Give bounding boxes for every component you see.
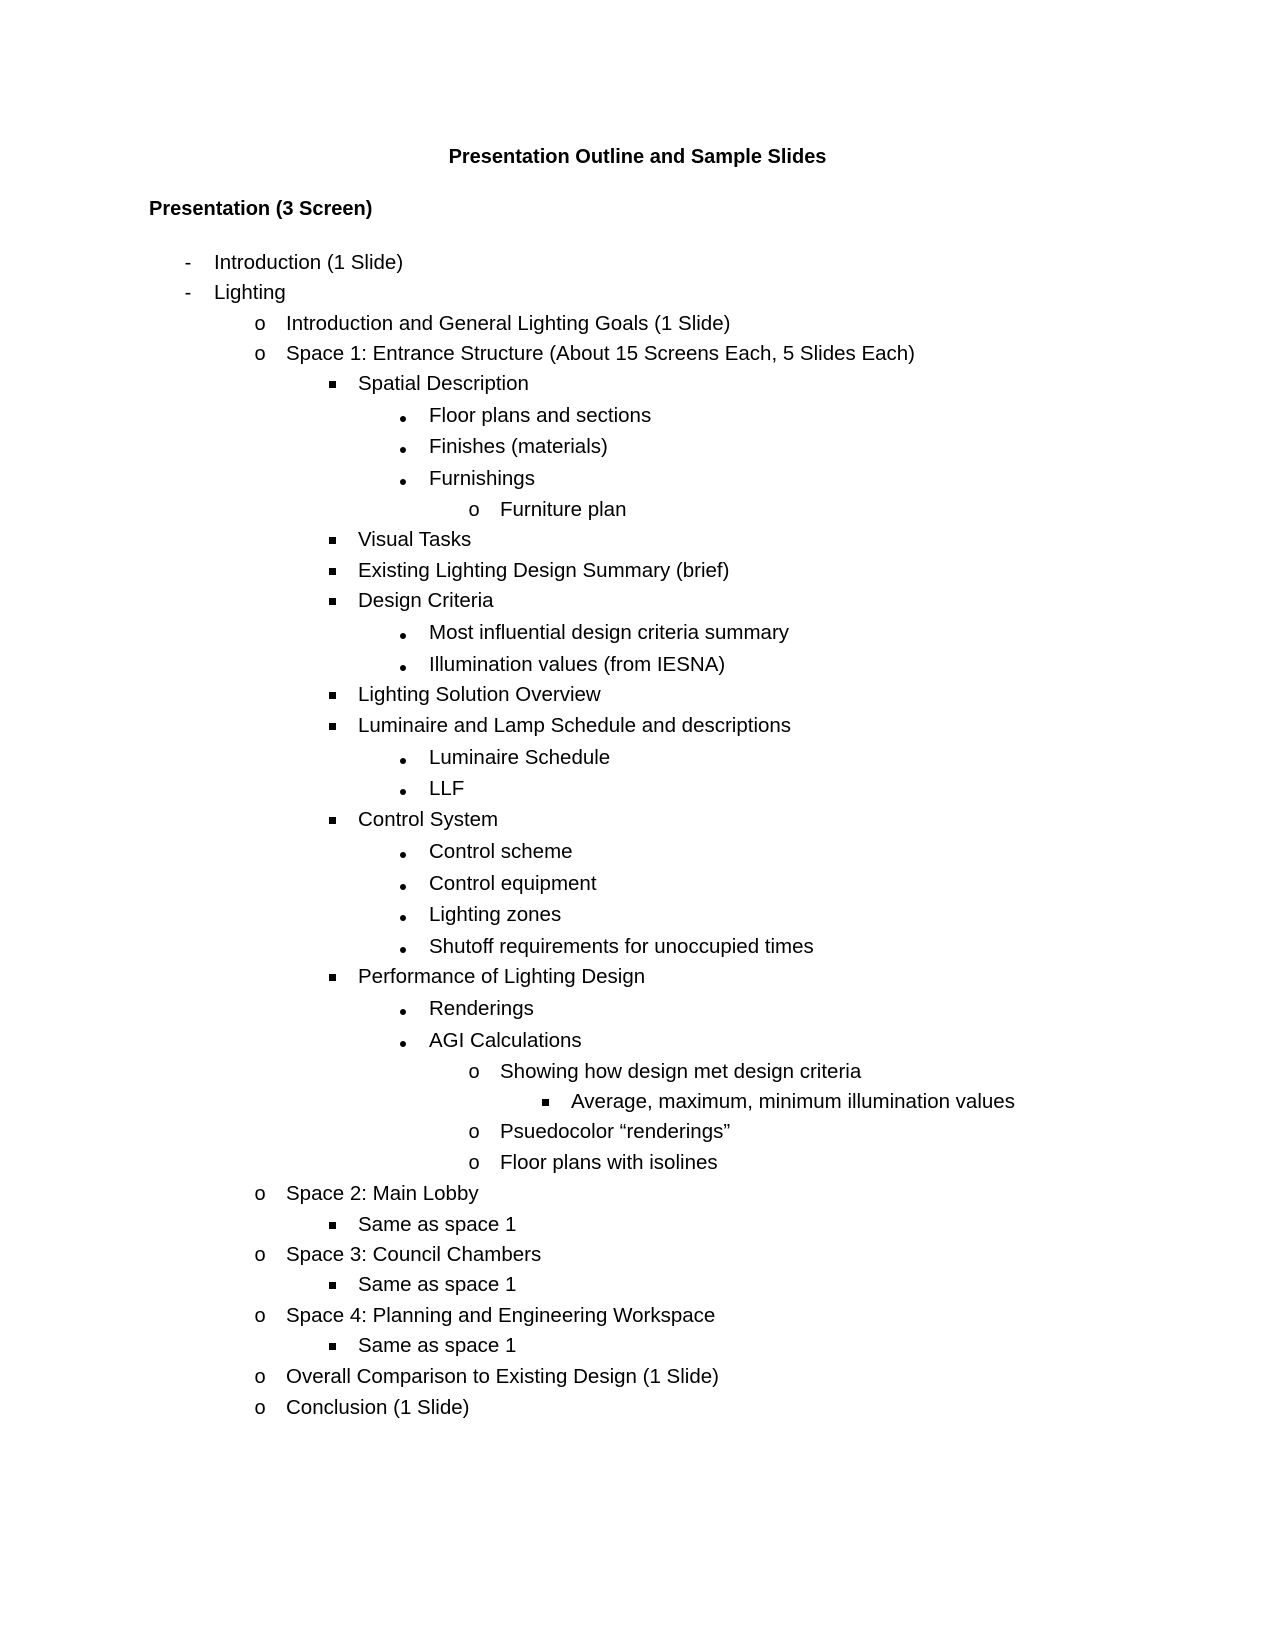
outline-item-text: Luminaire Schedule <box>429 746 611 769</box>
square-bullet-icon <box>322 964 342 991</box>
hollow-circle-bullet-icon: o <box>254 1366 266 1388</box>
outline-item-text: Lighting zones <box>429 903 562 926</box>
hollow-circle-bullet-icon: o <box>254 1244 266 1266</box>
outline-item-text: Renderings <box>429 997 534 1020</box>
square-bullet-icon <box>322 371 342 398</box>
dash-bullet-icon: - <box>184 252 192 274</box>
outline-item-text: Same as space 1 <box>358 1273 517 1296</box>
square-bullet-icon <box>322 1212 342 1239</box>
outline-item-text: Same as space 1 <box>358 1334 517 1357</box>
outline-item-text: Shutoff requirements for unoccupied times <box>429 935 814 958</box>
round-bullet-icon <box>393 1028 413 1054</box>
outline-item-text: Furnishings <box>429 467 535 490</box>
outline-item-text: AGI Calculations <box>429 1029 582 1052</box>
square-bullet-icon <box>322 1272 342 1299</box>
outline-item-text: Control System <box>358 808 499 831</box>
outline-item-text: Furniture plan <box>500 498 627 521</box>
hollow-circle-bullet-icon: o <box>468 1121 480 1143</box>
outline-item-text: Lighting Solution Overview <box>358 683 601 706</box>
round-bullet-icon <box>393 996 413 1022</box>
outline-item-text: Design Criteria <box>358 589 494 612</box>
outline-item-text: Overall Comparison to Existing Design (1 Slide) <box>286 1365 719 1388</box>
square-bullet-icon <box>322 1333 342 1360</box>
round-bullet-icon <box>393 776 413 802</box>
document-title: Presentation Outline and Sample Slides <box>448 146 827 168</box>
outline-item-text: Lighting <box>214 281 286 304</box>
round-bullet-icon <box>393 466 413 492</box>
square-bullet-icon <box>322 527 342 554</box>
square-bullet-icon <box>322 682 342 709</box>
outline-item-text: Illumination values (from IESNA) <box>429 653 726 676</box>
round-bullet-icon <box>393 620 413 646</box>
hollow-circle-bullet-icon: o <box>254 1397 266 1419</box>
round-bullet-icon <box>393 434 413 460</box>
square-bullet-icon <box>322 588 342 615</box>
outline-item-text: Introduction and General Lighting Goals (1 Slide) <box>286 312 731 335</box>
outline-item-text: Performance of Lighting Design <box>358 965 646 988</box>
outline-item-text: Control equipment <box>429 872 597 895</box>
hollow-circle-bullet-icon: o <box>254 1183 266 1205</box>
hollow-circle-bullet-icon: o <box>468 499 480 521</box>
outline-item-text: Finishes (materials) <box>429 435 608 458</box>
round-bullet-icon <box>393 871 413 897</box>
outline-item-text: Existing Lighting Design Summary (brief) <box>358 559 730 582</box>
round-bullet-icon <box>393 403 413 429</box>
outline-item-text: Floor plans with isolines <box>500 1151 718 1174</box>
square-bullet-icon <box>322 713 342 740</box>
outline-item-text: Space 2: Main Lobby <box>286 1182 479 1205</box>
hollow-circle-bullet-icon: o <box>468 1152 480 1174</box>
outline-item-text: Spatial Description <box>358 372 529 395</box>
outline-item-text: Conclusion (1 Slide) <box>286 1396 470 1419</box>
outline-item-text: Floor plans and sections <box>429 404 652 427</box>
hollow-circle-bullet-icon: o <box>468 1061 480 1083</box>
hollow-circle-bullet-icon: o <box>254 1305 266 1327</box>
outline-item-text: Space 1: Entrance Structure (About 15 Screens Each, 5 Slides Each) <box>286 342 916 365</box>
outline-item-text: LLF <box>429 777 465 800</box>
section-heading: Presentation (3 Screen) <box>149 198 373 220</box>
round-bullet-icon <box>393 839 413 865</box>
hollow-circle-bullet-icon: o <box>254 343 266 365</box>
outline-item-text: Space 4: Planning and Engineering Workspace <box>286 1304 716 1327</box>
outline-item-text: Same as space 1 <box>358 1213 517 1236</box>
outline-item-text: Visual Tasks <box>358 528 472 551</box>
round-bullet-icon <box>393 902 413 928</box>
outline-item-text: Most influential design criteria summary <box>429 621 790 644</box>
outline-item-text: Space 3: Council Chambers <box>286 1243 542 1266</box>
square-bullet-icon <box>322 807 342 834</box>
outline-item-text: Introduction (1 Slide) <box>214 251 404 274</box>
outline-item-text: Showing how design met design criteria <box>500 1060 862 1083</box>
round-bullet-icon <box>393 934 413 960</box>
outline-item-text: Psuedocolor “renderings” <box>500 1120 731 1143</box>
round-bullet-icon <box>393 745 413 771</box>
outline-item-text: Control scheme <box>429 840 573 863</box>
square-bullet-icon <box>322 558 342 585</box>
outline-item-text: Luminaire and Lamp Schedule and descriptions <box>358 714 792 737</box>
round-bullet-icon <box>393 652 413 678</box>
dash-bullet-icon: - <box>184 282 192 304</box>
outline-item-text: Average, maximum, minimum illumination values <box>571 1090 1015 1113</box>
hollow-circle-bullet-icon: o <box>254 313 266 335</box>
square-bullet-icon <box>535 1089 555 1116</box>
